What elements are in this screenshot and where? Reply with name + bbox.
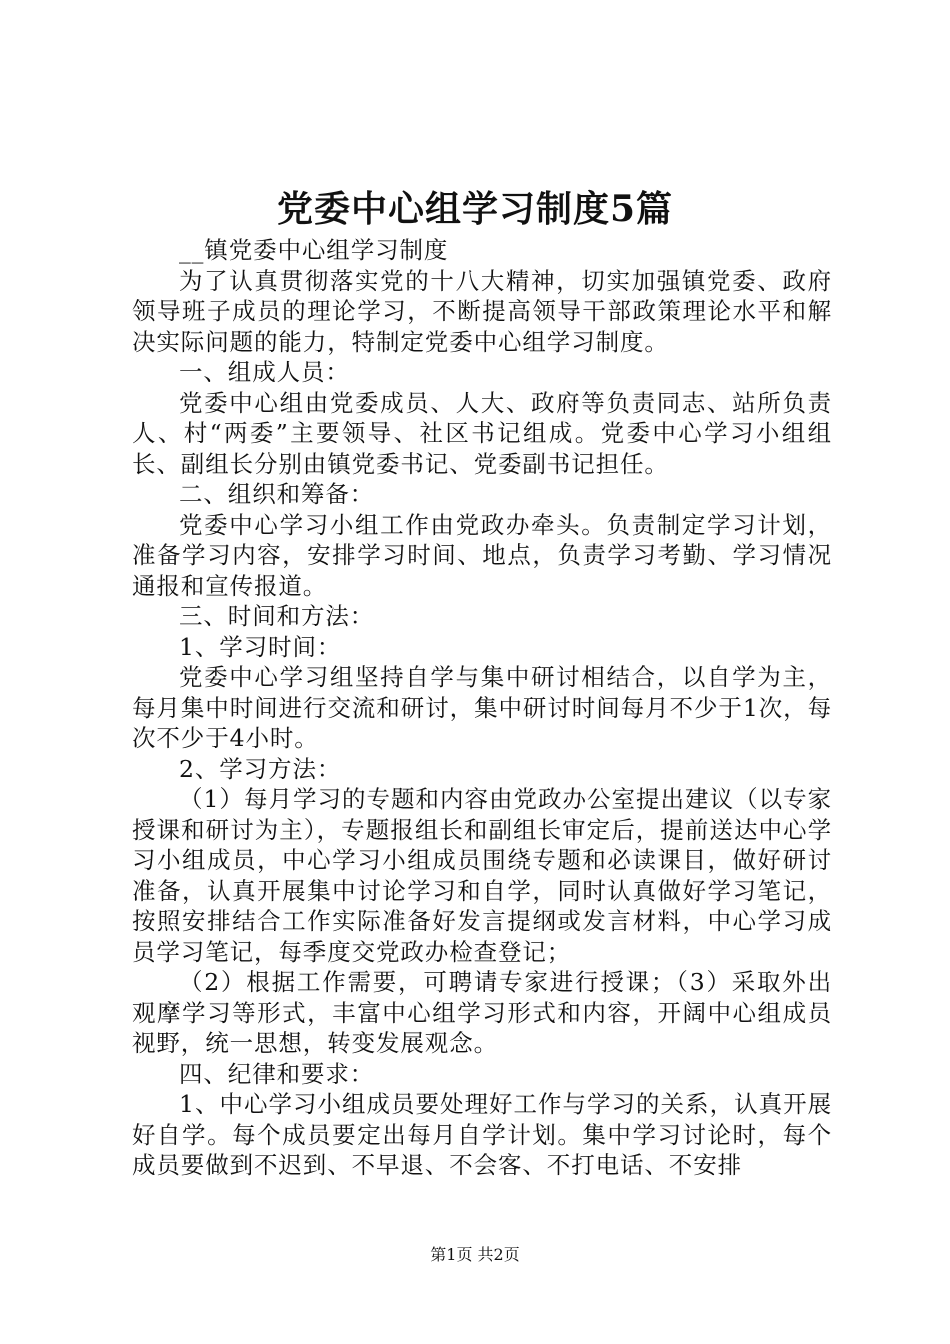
page-footer: 第1页 共2页 (430, 1245, 520, 1264)
section-heading-discipline: 四、纪律和要求： (179, 1059, 375, 1088)
paragraph-subtitle: __镇党委中心组学习制度 (179, 236, 449, 264)
document-body (132, 235, 832, 1181)
paragraph-organization: 党委中心学习小组工作由党政办牵头。负责制定学习计划，准备学习内容，安排学习时间、地点，负责学习考勤、学习情况通报和宣传报道。 (132, 510, 832, 600)
paragraph-method-2-3: （2）根据工作需要，可聘请专家进行授课；（3）采取外出观摩学习等形式，丰富中心组学习形式和内容，开阔中心组成员视野，统一思想，转变发展观念。 (132, 968, 832, 1057)
paragraph-discipline-1: 1、中心学习小组成员要处理好工作与学习的关系，认真开展好自学。每个成员要定出每月自学计划。集中学习讨论时，每个成员要做到不迟到、不早退、不会客、不打电话、不安排 (132, 1090, 832, 1179)
section-heading-time-method: 三、时间和方法： (179, 602, 375, 630)
subheading-study-method: 2、学习方法： (179, 754, 342, 783)
document-title: 党委中心组学习制度5篇 (276, 188, 674, 230)
paragraph-members: 党委中心组由党委成员、人大、政府等负责同志、站所负责人、村“两委”主要领导、社区书记组成。党委中心学习小组组长、副组长分别由镇党委书记、党委副书记担任。 (132, 388, 832, 478)
subheading-study-time: 1、学习时间： (179, 632, 342, 661)
section-heading-organization: 二、组织和筹备： (179, 480, 375, 508)
paragraph-method-1: （1）每月学习的专题和内容由党政办公室提出建议（以专家授课和研讨为主），专题报组长和副组长审定后，提前送达中心学习小组成员，中心学习小组成员围绕专题和必读课目，做好研讨准备，认真开展集中讨论学习和自学，同时认真做好学习笔记，按照安排结合工作实际准备好发言提纲或发言材料，中心学习成员学习笔记，每季度交党政办检查登记； (132, 785, 832, 966)
paragraph-intro: 为了认真贯彻落实党的十八大精神，切实加强镇党委、政府领导班子成员的理论学习，不断提高领导干部政策理论水平和解决实际问题的能力，特制定党委中心组学习制度。 (132, 266, 832, 356)
section-heading-members: 一、组成人员： (179, 358, 350, 386)
paragraph-study-time: 党委中心学习组坚持自学与集中研讨相结合，以自学为主，每月集中时间进行交流和研讨，集中研讨时间每月不少于1次，每次不少于4小时。 (132, 663, 832, 752)
